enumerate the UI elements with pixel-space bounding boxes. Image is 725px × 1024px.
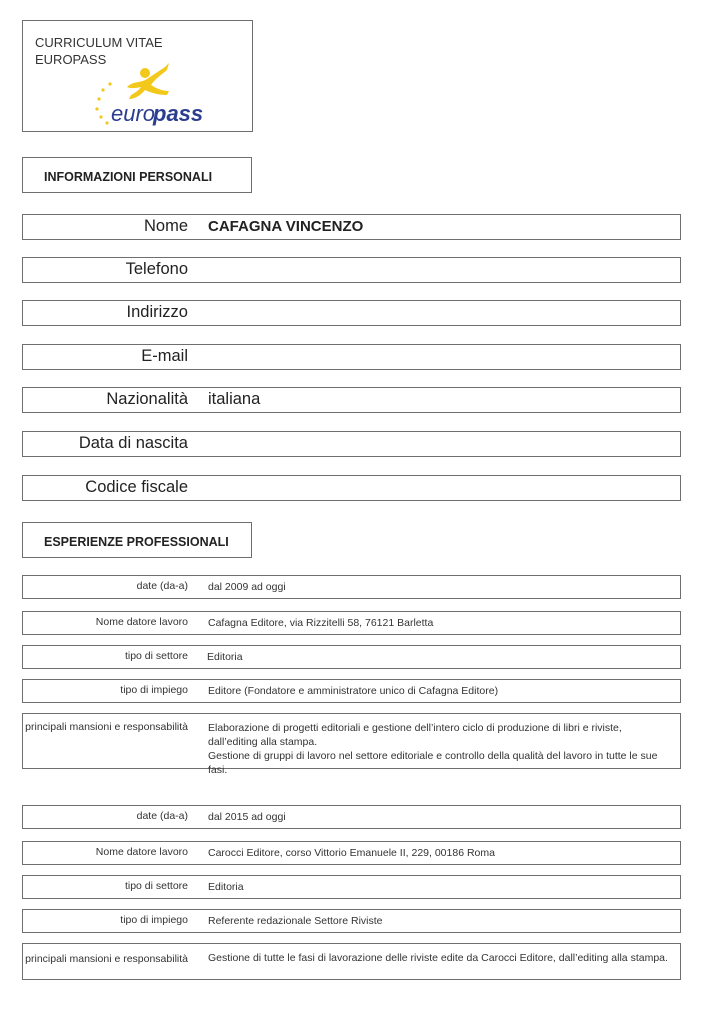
- field-label: Nome: [143, 217, 188, 235]
- section-title: INFORMAZIONI PERSONALI: [44, 170, 213, 184]
- job1-duties-row: [22, 713, 681, 776]
- job1-type-row: [22, 679, 681, 703]
- field-label: tipo di settore: [124, 880, 188, 892]
- field-value: dal 2009 ad oggi: [208, 581, 286, 593]
- field-label: tipo di settore: [124, 650, 188, 662]
- field-row-birthdate: [22, 431, 681, 457]
- duty-line: Gestione di tutte le fasi di lavorazione delle riviste edite da Carocci Editore, dall’editing alla stampa.: [208, 952, 668, 964]
- field-value: [208, 951, 673, 965]
- field-value: [208, 721, 673, 777]
- job1-employer-row: [22, 611, 681, 635]
- field-row-tax-code: [22, 475, 681, 501]
- field-label: Codice fiscale: [85, 478, 188, 496]
- field-value: italiana: [208, 390, 261, 408]
- field-value: Referente redazionale Settore Riviste: [208, 915, 383, 927]
- field-label: Indirizzo: [126, 303, 188, 321]
- field-value: Editoria: [207, 651, 243, 663]
- job2-sector-row: [22, 875, 681, 899]
- duty-line: Gestione di gruppi di lavoro nel settore editoriale e controllo della qualità del lavoro in tutte le sue fasi.: [208, 750, 658, 776]
- duty-line: Elaborazione di progetti editoriali e gestione dell’intero ciclo di produzione di libri e riviste, dall’editing alla stampa.: [208, 722, 622, 748]
- field-label: Nome datore lavoro: [95, 846, 188, 858]
- job2-employer-row: [22, 841, 681, 865]
- field-row-email: [22, 344, 681, 370]
- europass-logo: [93, 57, 223, 129]
- field-value: Carocci Editore, corso Vittorio Emanuele II, 229, 00186 Roma: [208, 847, 495, 859]
- field-label: Nome datore lavoro: [95, 616, 188, 628]
- section-title: ESPERIENZE PROFESSIONALI: [44, 535, 229, 549]
- job2-type-row: [22, 909, 681, 933]
- cv-header-box: [22, 20, 253, 132]
- field-value: Cafagna Editore, via Rizzitelli 58, 76121 Barletta: [208, 617, 434, 629]
- logo-text-pass: pass: [153, 101, 204, 126]
- job1-sector-row: [22, 645, 681, 669]
- cv-title-line1: CURRICULUM VITAE: [35, 35, 163, 50]
- field-label: principali mansioni e responsabilità: [25, 953, 188, 965]
- field-row-name: [22, 214, 681, 240]
- field-label: tipo di impiego: [120, 684, 188, 696]
- field-label: tipo di impiego: [120, 914, 188, 926]
- field-label: principali mansioni e responsabilità: [25, 721, 188, 733]
- field-label: E-mail: [141, 347, 188, 365]
- section-experience: [22, 522, 252, 558]
- field-label: date (da-a): [136, 580, 188, 592]
- job2-duties-row: [22, 943, 681, 980]
- field-value: Editoria: [208, 881, 244, 893]
- field-value: Editore (Fondatore e amministratore unico di Cafagna Editore): [208, 685, 499, 697]
- job2-date-row: [22, 805, 681, 829]
- field-label: Nazionalità: [106, 390, 188, 408]
- field-value: CAFAGNA VINCENZO: [208, 218, 364, 235]
- field-label: Telefono: [125, 260, 188, 278]
- field-row-address: [22, 300, 681, 326]
- field-value: dal 2015 ad oggi: [208, 811, 286, 823]
- logo-text-euro: euro: [111, 101, 156, 126]
- field-label: date (da-a): [136, 810, 188, 822]
- field-row-phone: [22, 257, 681, 283]
- cv-title-line2: EUROPASS: [35, 52, 107, 67]
- job1-date-row: [22, 575, 681, 599]
- section-personal-info: [22, 157, 252, 193]
- field-row-nationality: [22, 387, 681, 413]
- field-label: Data di nascita: [78, 434, 188, 452]
